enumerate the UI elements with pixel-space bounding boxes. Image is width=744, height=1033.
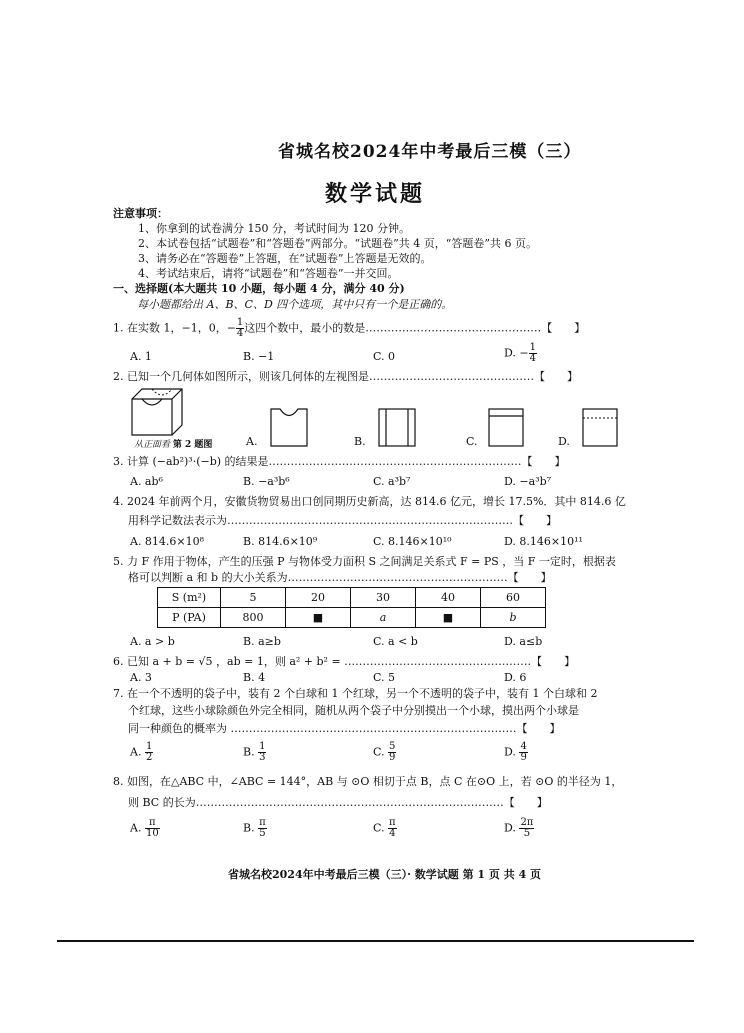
q4-option-a: A. 814.6×10⁸ [130, 535, 205, 548]
q2-option-a: A. [246, 435, 258, 448]
q5-option-d: D. a≤b [504, 635, 543, 648]
q2-figure-solid [128, 387, 188, 437]
q6-option-b: B. 4 [243, 671, 266, 684]
q8-stem-line-1: 8. 如图，在△ABC 中，∠ABC = 144°，AB 与 ⊙O 相切于点 B，点 C 在⊙O 上，若 ⊙O 的半径为 1， [113, 775, 623, 788]
q2-stem: 2. 已知一个几何体如图所示，则该几何体的左视图是………………………………………【 】 [113, 370, 578, 383]
q3-option-c: C. a³b⁷ [373, 475, 411, 488]
table-cell: 30 [351, 588, 416, 608]
q3-option-d: D. −a³b⁷ [504, 475, 552, 488]
q5-option-c: C. a < b [373, 635, 418, 648]
bottom-divider [57, 940, 694, 942]
table-cell: 5 [221, 588, 286, 608]
q8-option-d: D. $\frac{2\pi}{5}$ [504, 817, 534, 839]
q7-stem-line-2: 个红球，这些小球除颜色外完全相同，随机从两个袋子中分别摸出一个小球，摸出两个小球是 [128, 704, 579, 717]
q2-option-c: C. [466, 435, 478, 448]
table-cell: 40 [416, 588, 481, 608]
table-cell: S (m²) [158, 588, 221, 608]
q7-option-d: D. $\frac{4}{9}$ [504, 741, 527, 763]
notice-item-3: 3、请务必在“答题卷”上答题，在“试题卷”上答题是无效的。 [138, 252, 432, 265]
q2-option-d: D. [558, 435, 570, 448]
q8-option-a: A. $\frac{\pi}{10}$ [130, 817, 159, 839]
q6-option-c: C. 5 [373, 671, 396, 684]
q6-option-a: A. 3 [130, 671, 152, 684]
q1-option-d: D. − $\frac{1}{4}$ [504, 342, 537, 364]
q3-option-a: A. ab⁶ [130, 475, 163, 488]
q2-option-d-figure [582, 408, 622, 448]
subject-title: 数学试题 [325, 181, 426, 207]
q5-option-b: B. a≥b [243, 635, 281, 648]
table-cell: P (PA) [158, 608, 221, 628]
table-cell: 60 [481, 588, 546, 608]
q5-table [157, 587, 546, 628]
q4-stem-line-1: 4. 2024 年前两个月，安徽货物贸易出口创同期历史新高，达 814.6 亿元，增长 17.5%．其中 814.6 亿 [113, 495, 626, 508]
q1-option-c: C. 0 [373, 350, 396, 363]
q2-caption: 从正面看 第 2 题图 [134, 440, 213, 450]
section-heading: 一、选择题(本大题共 10 小题，每小题 4 分，满分 40 分) [113, 282, 405, 295]
table-cell: a [351, 608, 416, 628]
q5-option-a: A. a > b [130, 635, 175, 648]
notice-heading: 注意事项： [113, 207, 168, 220]
q5-stem-line-1: 5. 力 F 作用于物体，产生的压强 P 与物体受力面积 S 之间满足关系式 F = PS ，当 F 一定时，根据表 [113, 555, 616, 568]
q3-stem: 3. 计算 (−ab²)³·(−b) 的结果是……………………………………………………………【 】 [113, 455, 566, 468]
table-cell: ■ [286, 608, 351, 628]
q2-option-a-figure [270, 408, 310, 448]
notice-item-1: 1、你拿到的试卷满分 150 分，考试时间为 120 分钟。 [138, 222, 410, 235]
q3-option-b: B. −a³b⁶ [243, 475, 290, 488]
notice-item-2: 2、本试卷包括“试题卷”和“答题卷”两部分。“试题卷”共 4 页，“答题卷”共 6 页。 [138, 237, 537, 250]
exam-title: 省城名校2024年中考最后三模（三） [278, 142, 582, 162]
q4-option-d: D. 8.146×10¹¹ [504, 535, 583, 548]
notice-item-4: 4、考试结束后，请将“试题卷”和“答题卷”一并交回。 [138, 267, 399, 280]
q4-option-b: B. 814.6×10⁹ [243, 535, 318, 548]
q2-option-b-figure [378, 408, 418, 448]
table-cell: 20 [286, 588, 351, 608]
q8-option-c: C. $\frac{\pi}{4}$ [373, 817, 396, 839]
q6-option-d: D. 6 [504, 671, 527, 684]
q4-stem-line-2: 用科学记数法表示为……………………………………………………………………【 】 [128, 514, 557, 527]
q2-option-c-figure [488, 408, 528, 448]
table-cell: ■ [416, 608, 481, 628]
q7-option-a: A. $\frac{1}{2}$ [130, 741, 153, 763]
table-cell: b [481, 608, 546, 628]
q1-option-b: B. −1 [243, 350, 275, 363]
q4-option-c: C. 8.146×10¹⁰ [373, 535, 452, 548]
q7-option-b: B. $\frac{1}{3}$ [243, 741, 266, 763]
table-cell: 800 [221, 608, 286, 628]
q8-option-b: B. $\frac{\pi}{5}$ [243, 817, 266, 839]
q5-stem-line-2: 格可以判断 a 和 b 的大小关系为……………………………………………………【 】 [128, 571, 552, 584]
page-footer: 省城名校2024年中考最后三模（三）· 数学试题 第 1 页 共 4 页 [228, 868, 542, 881]
q7-stem-line-3: 同一种颜色的概率为 ……………………………………………………………………【 】 [128, 722, 561, 735]
q6-stem: 6. 已知 a + b = √5 ，ab = 1，则 a² + b² = ……………………………………………【 】 [113, 655, 576, 668]
q1-option-a: A. 1 [130, 350, 152, 363]
q8-stem-line-2: 则 BC 的长为…………………………………………………………………………【 】 [128, 796, 548, 809]
q7-option-c: C. $\frac{5}{9}$ [373, 741, 396, 763]
q1-stem: 1. 在实数 1，−1，0，− $\frac{1}{4}$ 这四个数中，最小的数是…………………………………………【 】 [113, 317, 586, 339]
q7-stem-line-1: 7. 在一个不透明的袋子中，装有 2 个白球和 1 个红球，另一个不透明的袋子中，装有 1 个白球和 2 [113, 687, 598, 700]
table-row [158, 608, 546, 628]
table-row [158, 588, 546, 608]
q2-option-b: B. [354, 435, 366, 448]
section-instruction: 每小题都给出 A、B、C、D 四个选项，其中只有一个是正确的。 [137, 298, 453, 311]
